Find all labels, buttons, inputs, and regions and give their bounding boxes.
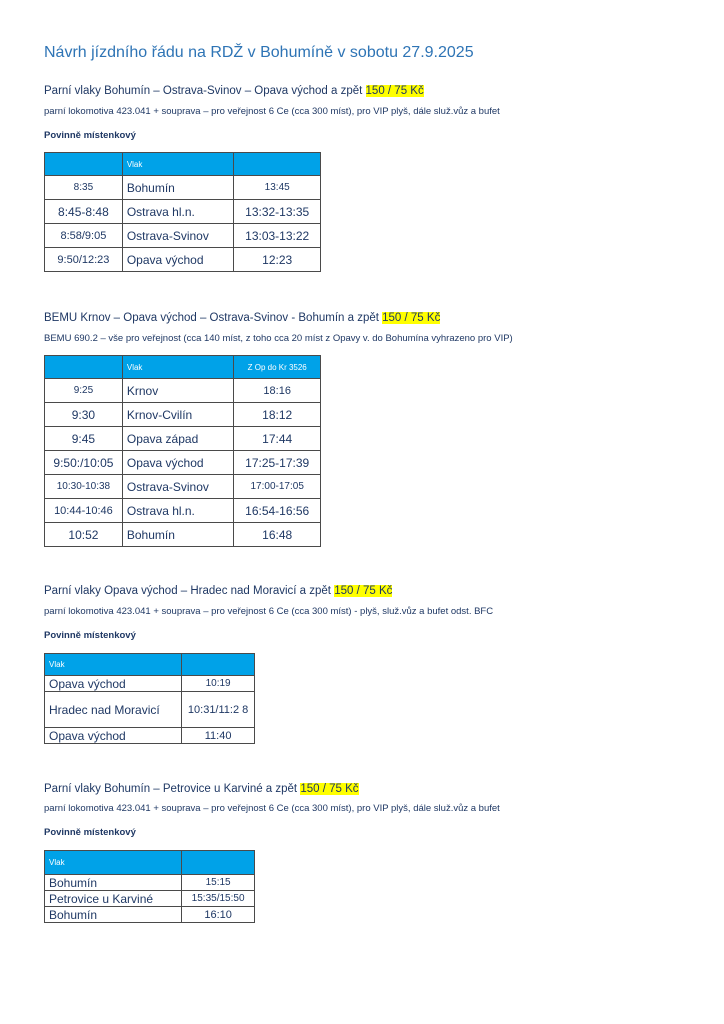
table-cell: Ostrava-Svinov xyxy=(122,224,234,248)
header-cell: Vlak xyxy=(122,356,234,379)
table-cell: Opava východ xyxy=(122,451,234,475)
table-row xyxy=(45,728,255,744)
document-title: Návrh jízdního řádu na RDŽ v Bohumíně v sobotu 27.9.2025 xyxy=(44,44,474,61)
table-cell: 17:00-17:05 xyxy=(234,475,321,499)
table-cell: 15:15 xyxy=(182,875,255,891)
table-cell: 9:50/12:23 xyxy=(45,248,123,272)
table-cell: 13:03-13:22 xyxy=(234,224,321,248)
table-cell: 12:23 xyxy=(234,248,321,272)
table-cell: 16:10 xyxy=(182,907,255,923)
header-cell: Vlak xyxy=(45,654,182,676)
table-row xyxy=(45,907,255,923)
table-row xyxy=(45,403,321,427)
section-1-heading-text: Parní vlaky Bohumín – Ostrava-Svinov – Opava východ a zpět xyxy=(44,85,363,97)
table-row xyxy=(45,200,321,224)
section-4-timetable xyxy=(44,850,255,923)
table-cell: Opava východ xyxy=(122,248,234,272)
table-cell: Ostrava hl.n. xyxy=(122,499,234,523)
section-4-heading-text: Parní vlaky Bohumín – Petrovice u Karviné a zpět xyxy=(44,783,298,795)
section-2-timetable xyxy=(44,355,321,547)
section-4-price: 150 / 75 Kč xyxy=(300,783,359,795)
table-header-row xyxy=(45,851,255,875)
table-cell: Bohumín xyxy=(45,875,182,891)
section-2-subtitle: BEMU 690.2 – vše pro veřejnost (cca 140 míst, z toho cca 20 míst z Opavy v. do Bohumína vyhrazeno pro VIP) xyxy=(44,333,513,344)
section-4-heading xyxy=(44,783,359,795)
header-cell xyxy=(45,356,123,379)
table-cell: 18:16 xyxy=(234,379,321,403)
table-cell: 10:30-10:38 xyxy=(45,475,123,499)
table-row xyxy=(45,475,321,499)
section-1-heading xyxy=(44,85,424,97)
section-3-subtitle: parní lokomotiva 423.041 + souprava – pro veřejnost 6 Ce (cca 300 míst) - plyš, služ.vůz a bufet odst. BFC xyxy=(44,606,494,617)
table-cell: Krnov xyxy=(122,379,234,403)
section-2-heading-text: BEMU Krnov – Opava východ – Ostrava-Svinov - Bohumín a zpět xyxy=(44,312,379,324)
header-cell xyxy=(45,153,123,176)
table-cell: 9:30 xyxy=(45,403,123,427)
table-cell: 16:54-16:56 xyxy=(234,499,321,523)
table-row xyxy=(45,692,255,728)
table-cell: 9:25 xyxy=(45,379,123,403)
header-cell xyxy=(182,851,255,875)
table-row xyxy=(45,523,321,547)
table-cell: Bohumín xyxy=(122,523,234,547)
table-cell: Bohumín xyxy=(122,176,234,200)
section-4-required-note: Povinně místenkový xyxy=(44,827,136,838)
header-cell: Vlak xyxy=(122,153,234,176)
section-3-timetable xyxy=(44,653,255,744)
table-cell: 18:12 xyxy=(234,403,321,427)
section-1-price: 150 / 75 Kč xyxy=(365,85,424,97)
table-cell: 16:48 xyxy=(234,523,321,547)
table-row xyxy=(45,451,321,475)
table-cell: 9:50:/10:05 xyxy=(45,451,123,475)
header-cell xyxy=(234,153,321,176)
table-cell: Ostrava-Svinov xyxy=(122,475,234,499)
section-1-subtitle: parní lokomotiva 423.041 + souprava – pro veřejnost 6 Ce (cca 300 míst), pro VIP plyš, dále služ.vůz a bufet xyxy=(44,106,500,117)
section-1-timetable xyxy=(44,152,321,272)
table-header-row xyxy=(45,356,321,379)
section-3-heading-text: Parní vlaky Opava východ – Hradec nad Moravicí a zpět xyxy=(44,585,332,597)
table-cell: 13:45 xyxy=(234,176,321,200)
table-cell: 8:45-8:48 xyxy=(45,200,123,224)
table-cell: Bohumín xyxy=(45,907,182,923)
table-cell: 9:45 xyxy=(45,427,123,451)
table-row xyxy=(45,499,321,523)
table-row xyxy=(45,176,321,200)
table-row xyxy=(45,891,255,907)
table-cell: 10:31/11:2 8 xyxy=(182,692,255,728)
table-cell: 15:35/15:50 xyxy=(182,891,255,907)
table-cell: Hradec nad Moravicí xyxy=(45,692,182,728)
table-row xyxy=(45,224,321,248)
table-cell: 8:35 xyxy=(45,176,123,200)
table-cell: Ostrava hl.n. xyxy=(122,200,234,224)
table-row xyxy=(45,248,321,272)
section-1-required-note: Povinně místenkový xyxy=(44,130,136,141)
table-row xyxy=(45,427,321,451)
table-cell: 13:32-13:35 xyxy=(234,200,321,224)
table-cell: 17:44 xyxy=(234,427,321,451)
table-header-row xyxy=(45,153,321,176)
section-3-required-note: Povinně místenkový xyxy=(44,630,136,641)
section-2-price: 150 / 75 Kč xyxy=(382,312,441,324)
table-cell: 8:58/9:05 xyxy=(45,224,123,248)
table-cell: 10:19 xyxy=(182,676,255,692)
table-header-row xyxy=(45,654,255,676)
table-cell: Opava východ xyxy=(45,676,182,692)
table-cell: Krnov-Cvilín xyxy=(122,403,234,427)
header-cell: Vlak xyxy=(45,851,182,875)
table-row xyxy=(45,875,255,891)
table-cell: Petrovice u Karviné xyxy=(45,891,182,907)
table-cell: 17:25-17:39 xyxy=(234,451,321,475)
section-2-heading xyxy=(44,312,440,324)
section-4-subtitle: parní lokomotiva 423.041 + souprava – pro veřejnost 6 Ce (cca 300 míst), pro VIP plyš, dále služ.vůz a bufet xyxy=(44,803,500,814)
table-cell: Opava západ xyxy=(122,427,234,451)
table-cell: 10:52 xyxy=(45,523,123,547)
table-cell: 11:40 xyxy=(182,728,255,744)
table-row xyxy=(45,676,255,692)
header-cell: Z Op do Kr 3526 xyxy=(234,356,321,379)
section-3-heading xyxy=(44,585,392,597)
header-cell xyxy=(182,654,255,676)
table-cell: 10:44-10:46 xyxy=(45,499,123,523)
table-row xyxy=(45,379,321,403)
section-3-price: 150 / 75 Kč xyxy=(334,585,393,597)
table-cell: Opava východ xyxy=(45,728,182,744)
